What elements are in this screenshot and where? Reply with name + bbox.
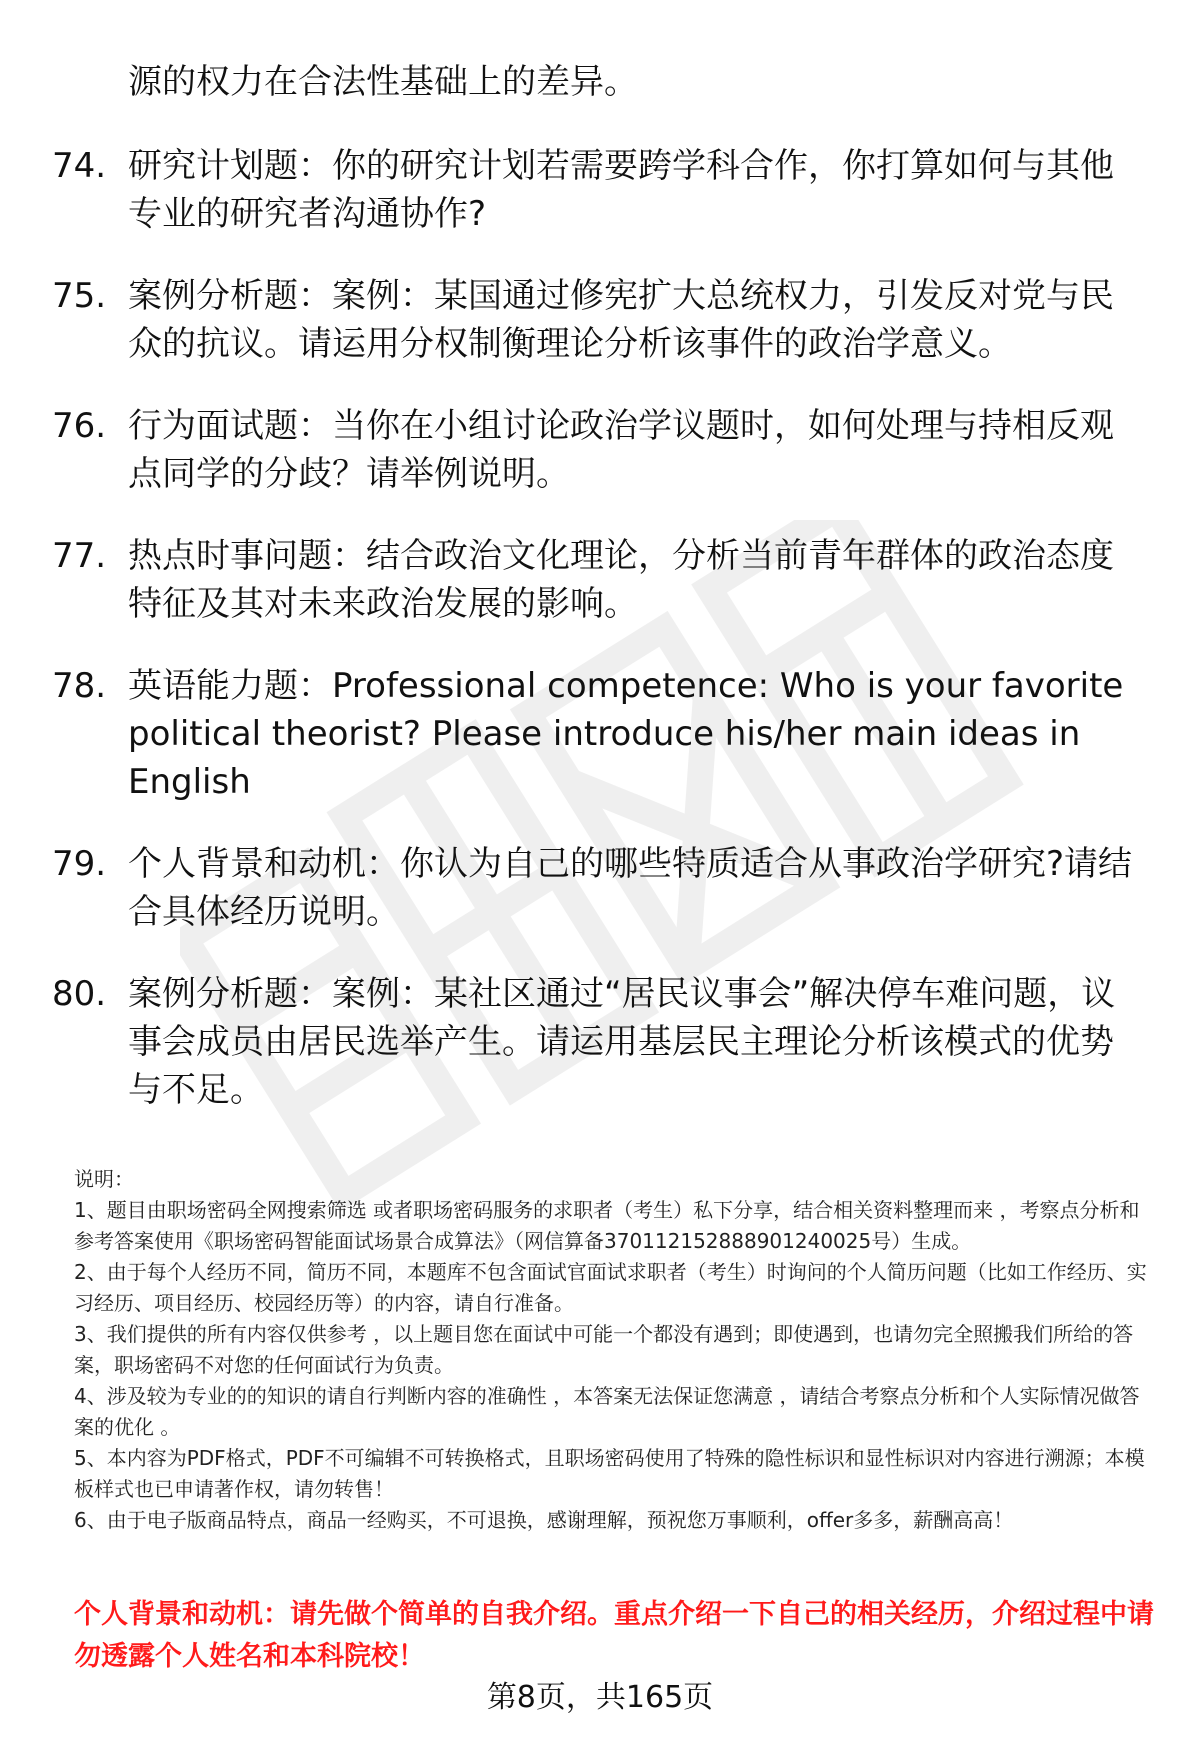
note-line: 4、涉及较为专业的的知识的请自行判断内容的准确性 ，本答案无法保证您满意 ，请结合考察点分析和个人实际情况做答案的优化 。 xyxy=(74,1384,1140,1439)
note-line: 1、题目由职场密码全网搜索筛选 或者职场密码服务的求职者（考生）私下分享，结合相关资料整理而来 ，考察点分析和参考答案使用《职场密码智能面试场景合成算法》（网信算备370112152888901240025号）生成。 xyxy=(74,1198,1140,1253)
question-number: 76. xyxy=(52,406,107,446)
note-line: 5、本内容为PDF格式，PDF不可编辑不可转换格式，且职场密码使用了特殊的隐性标识和显性标识对内容进行溯源；本模板样式也已申请著作权，请勿转售！ xyxy=(74,1446,1145,1501)
page-number: 第8页，共165页 xyxy=(486,1680,714,1715)
question-number: 74. xyxy=(52,146,107,186)
question-text: 英语能力题：Professional competence: Who is your favorite political theorist? Please introduce his/her main ideas in English xyxy=(128,666,1124,802)
note-line: 6、由于电子版商品特点，商品一经购买，不可退换，感谢理解，预祝您万事顺利，offer多多，薪酬高高！ xyxy=(74,1508,1014,1532)
question-text: 案例分析题：案例：某国通过修宪扩大总统权力，引发反对党与民众的抗议。请运用分权制衡理论分析该事件的政治学意义。 xyxy=(128,276,1114,364)
question-item xyxy=(52,662,1152,806)
question-text: 案例分析题：案例：某社区通过“居民议事会”解决停车难问题，议事会成员由居民选举产生。请运用基层民主理论分析该模式的优势与不足。 xyxy=(128,974,1116,1110)
question-number: 80. xyxy=(52,974,107,1014)
question-list xyxy=(52,142,1152,1148)
question-number: 77. xyxy=(52,536,107,576)
question-text: 研究计划题：你的研究计划若需要跨学科合作，你打算如何与其他专业的研究者沟通协作? xyxy=(128,146,1114,234)
note-line: 2、由于每个人经历不同，简历不同，本题库不包含面试官面试求职者（考生）时询问的个人简历问题（比如工作经历、实习经历、项目经历、校园经历等）的内容，请自行准备。 xyxy=(74,1260,1147,1315)
question-item xyxy=(52,272,1152,368)
question-number: 75. xyxy=(52,276,107,316)
notes-section xyxy=(74,1164,1154,1536)
question-number: 78. xyxy=(52,666,107,706)
question-text: 热点时事问题：结合政治文化理论，分析当前青年群体的政治态度特征及其对未来政治发展的影响。 xyxy=(128,536,1114,624)
question-text: 个人背景和动机：你认为自己的哪些特质适合从事政治学研究?请结合具体经历说明。 xyxy=(128,844,1133,932)
question-item xyxy=(52,532,1152,628)
question-item xyxy=(52,142,1152,238)
notes-title: 说明： xyxy=(74,1167,134,1191)
question-number: 79. xyxy=(52,844,107,884)
question-item xyxy=(52,402,1152,498)
note-line: 3、我们提供的所有内容仅供参考 ，以上题目您在面试中可能一个都没有遇到；即使遇到，也请勿完全照搬我们所给的答案，职场密码不对您的任何面试行为负责。 xyxy=(74,1322,1134,1377)
question-text: 行为面试题：当你在小组讨论政治学议题时，如何处理与持相反观点同学的分歧？请举例说明。 xyxy=(128,406,1114,494)
question-continuation: 源的权力在合法性基础上的差异。 xyxy=(128,62,638,102)
question-item xyxy=(52,970,1152,1114)
highlight-note: 个人背景和动机：请先做个简单的自我介绍。重点介绍一下自己的相关经历，介绍过程中请勿透露个人姓名和本科院校！ xyxy=(74,1599,1154,1672)
question-item xyxy=(52,840,1152,936)
